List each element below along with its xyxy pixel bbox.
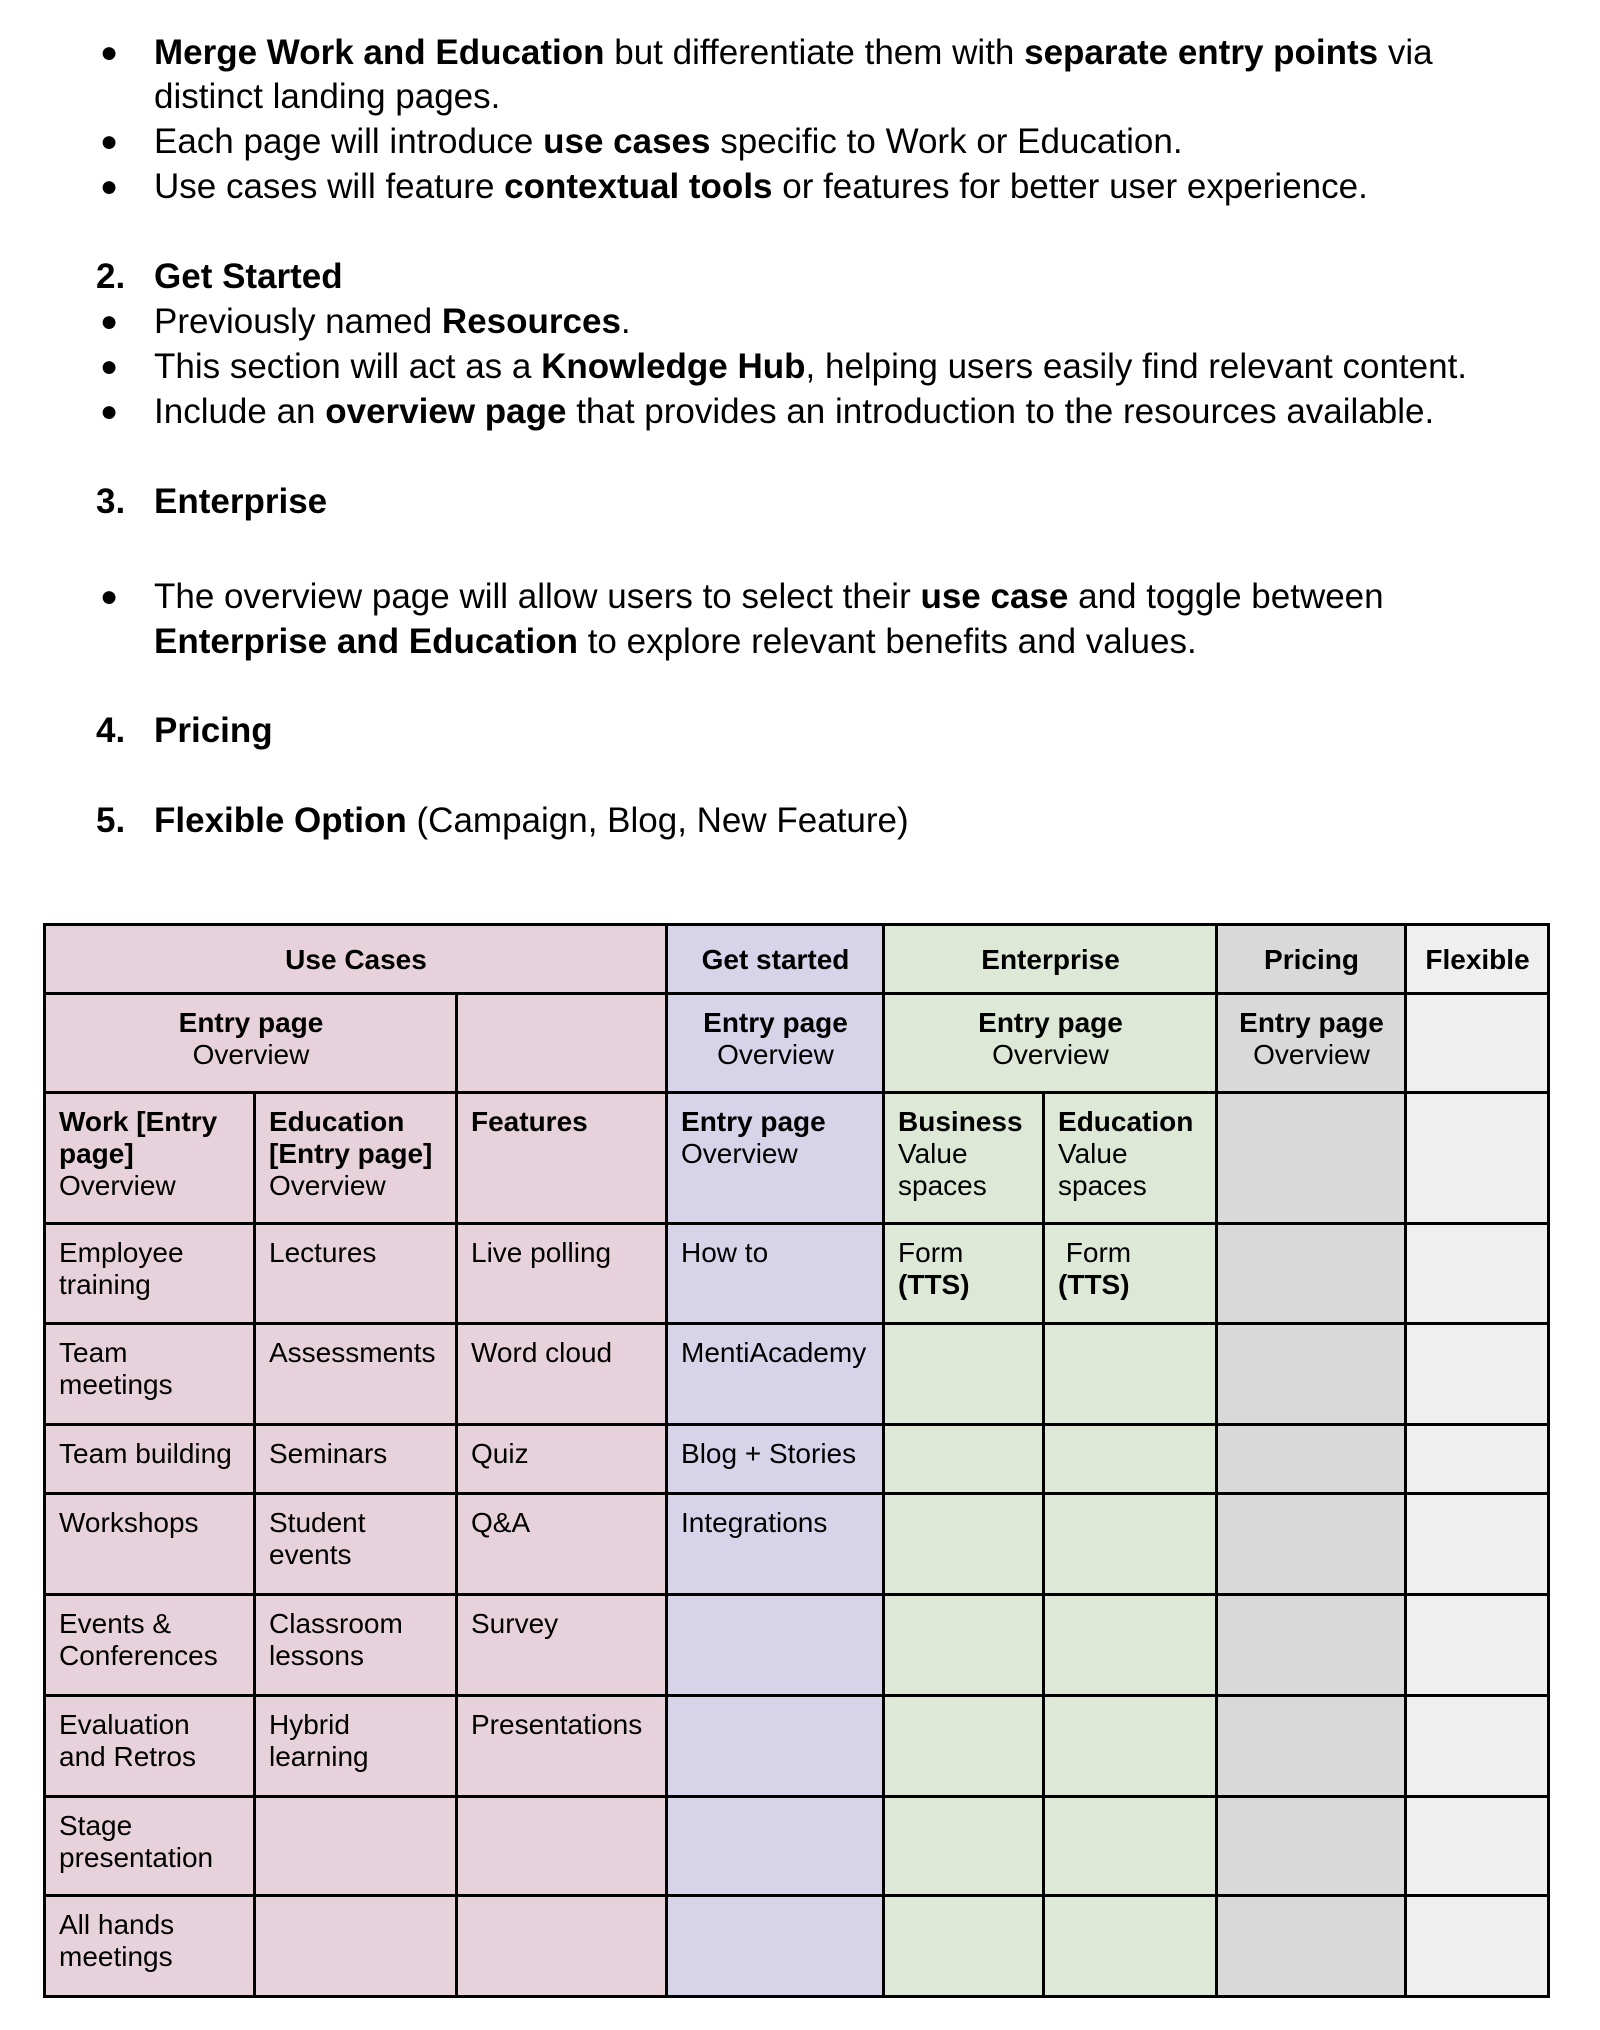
table-row xyxy=(45,1696,1549,1797)
entry-pricing: Entry page Overview xyxy=(1217,994,1406,1093)
cell-business xyxy=(884,1425,1044,1494)
cell-get-started xyxy=(667,1324,884,1425)
cell-feature xyxy=(457,1696,667,1797)
subheader-get-started: Entry page Overview xyxy=(667,1093,884,1224)
cell-feature-text: Survey xyxy=(471,1608,559,1639)
table-row xyxy=(45,1425,1549,1494)
table-subheader-row xyxy=(45,1093,1549,1224)
cell-business xyxy=(884,1696,1044,1797)
intro-bullet-3 xyxy=(154,165,1368,209)
entry-use-cases: Entry page Overview xyxy=(45,994,457,1093)
cell-work-text: Team meetings xyxy=(59,1337,173,1400)
text-run: via xyxy=(1378,33,1433,72)
flexible-title-bold: Flexible Option xyxy=(154,801,407,840)
bold-text-run: Resources xyxy=(441,302,621,341)
header-flexible: Flexible xyxy=(1406,925,1549,994)
cell-work xyxy=(45,1797,255,1896)
cell-education-value xyxy=(1044,1896,1217,1997)
cell-pricing xyxy=(1217,1896,1406,1997)
cell-business xyxy=(884,1494,1044,1595)
bold-text-run: Merge Work and Education xyxy=(154,33,605,72)
section-title-enterprise: Enterprise xyxy=(154,482,328,521)
cell-education-value-bold-text: (TTS) xyxy=(1058,1269,1130,1300)
text-run: , helping users easily find relevant content. xyxy=(805,347,1468,386)
bold-text-run: use case xyxy=(920,577,1069,616)
cell-flexible xyxy=(1406,1224,1549,1324)
table-row xyxy=(45,1224,1549,1324)
cell-education-text: Assessments xyxy=(269,1337,436,1368)
header-use-cases: Use Cases xyxy=(45,925,667,994)
header-pricing: Pricing xyxy=(1217,925,1406,994)
header-get-started: Get started xyxy=(667,925,884,994)
cell-education-value xyxy=(1044,1224,1217,1324)
entry-enterprise: Entry page Overview xyxy=(884,994,1217,1093)
cell-pricing xyxy=(1217,1494,1406,1595)
text-run: Use cases will feature xyxy=(154,167,505,206)
text-run: . xyxy=(620,302,631,341)
entry-flexible-empty xyxy=(1406,994,1549,1093)
subheader-work: Work [Entry page] Overview xyxy=(45,1093,255,1224)
cell-flexible xyxy=(1406,1425,1549,1494)
header-enterprise: Enterprise xyxy=(884,925,1217,994)
subheader-features: Features xyxy=(457,1093,667,1224)
cell-business-bold-text: (TTS) xyxy=(898,1269,970,1300)
intro-bullet-1-continued xyxy=(154,75,500,119)
cell-education-value xyxy=(1044,1595,1217,1696)
text-run: Each page will introduce xyxy=(154,122,544,161)
table-row xyxy=(45,1797,1549,1896)
cell-education-value xyxy=(1044,1696,1217,1797)
cell-pricing xyxy=(1217,1224,1406,1324)
cell-feature xyxy=(457,1896,667,1997)
table-row xyxy=(45,1324,1549,1425)
cell-feature-text: Quiz xyxy=(471,1438,529,1469)
text-run: specific to Work or Education. xyxy=(710,122,1183,161)
sitemap-table xyxy=(43,923,1550,1998)
bullet-glyph: ● xyxy=(100,36,119,69)
bullet-glyph: ● xyxy=(100,170,119,203)
subheader-pricing-empty xyxy=(1217,1093,1406,1224)
text-run: that provides an introduction to the resources available. xyxy=(566,392,1435,431)
text-run: distinct landing pages. xyxy=(154,77,501,116)
bullet-glyph: ● xyxy=(100,125,119,158)
cell-flexible xyxy=(1406,1896,1549,1997)
section-number-get-started: 2. xyxy=(96,257,126,296)
cell-flexible xyxy=(1406,1595,1549,1696)
cell-get-started-text: MentiAcademy xyxy=(681,1337,867,1368)
cell-education xyxy=(255,1896,457,1997)
text-run: and toggle between xyxy=(1068,577,1384,616)
intro-bullet-1 xyxy=(154,31,1433,75)
bold-text-run: overview page xyxy=(325,392,567,431)
cell-get-started xyxy=(667,1595,884,1696)
cell-education-value xyxy=(1044,1324,1217,1425)
cell-business xyxy=(884,1324,1044,1425)
cell-get-started-text: Integrations xyxy=(681,1507,828,1538)
cell-flexible xyxy=(1406,1696,1549,1797)
cell-business xyxy=(884,1797,1044,1896)
subheader-flexible-empty xyxy=(1406,1093,1549,1224)
cell-business xyxy=(884,1224,1044,1324)
cell-work-text: Team building xyxy=(59,1438,232,1469)
bullet-glyph: ● xyxy=(100,580,119,613)
cell-work-text: Evaluation and Retros xyxy=(59,1709,198,1772)
cell-work xyxy=(45,1896,255,1997)
cell-work-text: Workshops xyxy=(59,1507,199,1538)
cell-get-started xyxy=(667,1494,884,1595)
section-number-enterprise: 3. xyxy=(96,482,126,521)
section-number-flexible: 5. xyxy=(96,801,126,840)
cell-get-started xyxy=(667,1797,884,1896)
entry-use-cases-empty xyxy=(457,994,667,1093)
cell-pricing xyxy=(1217,1797,1406,1896)
text-run: to explore relevant benefits and values. xyxy=(577,622,1197,661)
table-header-row xyxy=(45,925,1549,994)
table-row xyxy=(45,1595,1549,1696)
bold-text-run: Enterprise and Education xyxy=(154,622,578,661)
cell-education xyxy=(255,1494,457,1595)
cell-work-text: Stage presentation xyxy=(59,1810,214,1873)
cell-flexible xyxy=(1406,1494,1549,1595)
cell-feature xyxy=(457,1425,667,1494)
enterprise-bullet-line-2 xyxy=(154,620,1197,664)
cell-work-text: All hands meetings xyxy=(59,1909,182,1972)
enterprise-bullet-line-1 xyxy=(154,575,1384,619)
cell-work-text: Events & Conferences xyxy=(59,1608,218,1671)
cell-feature-text: Presentations xyxy=(471,1709,643,1740)
cell-feature-text: Q&A xyxy=(471,1507,531,1538)
cell-work xyxy=(45,1494,255,1595)
cell-flexible xyxy=(1406,1797,1549,1896)
cell-feature xyxy=(457,1224,667,1324)
cell-pricing xyxy=(1217,1595,1406,1696)
get-started-bullet-1 xyxy=(154,300,631,344)
text-run: The overview page will allow users to select their xyxy=(154,577,921,616)
cell-feature-text: Live polling xyxy=(471,1237,612,1268)
cell-work xyxy=(45,1324,255,1425)
section-title-get-started: Get Started xyxy=(154,257,343,296)
cell-pricing xyxy=(1217,1696,1406,1797)
cell-education xyxy=(255,1224,457,1324)
cell-get-started-text: How to xyxy=(681,1237,769,1268)
cell-education xyxy=(255,1696,457,1797)
cell-education-value xyxy=(1044,1425,1217,1494)
cell-education-value xyxy=(1044,1797,1217,1896)
intro-bullet-2 xyxy=(154,120,1183,164)
cell-business-text: Form xyxy=(898,1237,964,1268)
text-run: Include an xyxy=(154,392,326,431)
text-run: Previously named xyxy=(154,302,442,341)
cell-pricing xyxy=(1217,1425,1406,1494)
cell-business xyxy=(884,1595,1044,1696)
cell-work xyxy=(45,1425,255,1494)
text-run: but differentiate them with xyxy=(604,33,1025,72)
cell-get-started xyxy=(667,1224,884,1324)
cell-education-text: Classroom lessons xyxy=(269,1608,411,1671)
subheader-business: Business Value spaces xyxy=(884,1093,1044,1224)
cell-education-value-text: Form xyxy=(1058,1237,1132,1268)
bullet-glyph: ● xyxy=(100,395,119,428)
bold-text-run: use cases xyxy=(543,122,711,161)
cell-education-text: Seminars xyxy=(269,1438,388,1469)
cell-feature xyxy=(457,1797,667,1896)
section-number-pricing: 4. xyxy=(96,711,126,750)
cell-feature xyxy=(457,1324,667,1425)
cell-feature xyxy=(457,1595,667,1696)
cell-education xyxy=(255,1595,457,1696)
cell-work-text: Employee training xyxy=(59,1237,192,1300)
cell-get-started-text: Blog + Stories xyxy=(681,1438,857,1469)
section-title-flexible xyxy=(154,799,909,843)
cell-work xyxy=(45,1224,255,1324)
cell-education xyxy=(255,1425,457,1494)
bold-text-run: separate entry points xyxy=(1024,33,1379,72)
cell-education-text: Hybrid learning xyxy=(269,1709,369,1772)
flexible-title-suffix: (Campaign, Blog, New Feature) xyxy=(406,801,909,840)
cell-work xyxy=(45,1696,255,1797)
cell-get-started xyxy=(667,1696,884,1797)
cell-education-text: Student events xyxy=(269,1507,374,1570)
bullet-glyph: ● xyxy=(100,305,119,338)
subheader-education-value: Education Value spaces xyxy=(1044,1093,1217,1224)
entry-get-started: Entry page Overview xyxy=(667,994,884,1093)
get-started-bullet-2 xyxy=(154,345,1467,389)
bullet-glyph: ● xyxy=(100,350,119,383)
subheader-education: Education [Entry page] Overview xyxy=(255,1093,457,1224)
text-run: This section will act as a xyxy=(154,347,542,386)
text-run: or features for better user experience. xyxy=(772,167,1368,206)
cell-education xyxy=(255,1324,457,1425)
cell-business xyxy=(884,1896,1044,1997)
cell-pricing xyxy=(1217,1324,1406,1425)
cell-education-value xyxy=(1044,1494,1217,1595)
bold-text-run: Knowledge Hub xyxy=(541,347,806,386)
cell-education xyxy=(255,1797,457,1896)
cell-flexible xyxy=(1406,1324,1549,1425)
cell-get-started xyxy=(667,1896,884,1997)
cell-feature-text: Word cloud xyxy=(471,1337,613,1368)
bold-text-run: contextual tools xyxy=(504,167,773,206)
table-row xyxy=(45,1896,1549,1997)
table-entry-row xyxy=(45,994,1549,1093)
get-started-bullet-3 xyxy=(154,390,1434,434)
cell-get-started xyxy=(667,1425,884,1494)
section-title-pricing: Pricing xyxy=(154,711,273,750)
cell-work xyxy=(45,1595,255,1696)
cell-education-text: Lectures xyxy=(269,1237,377,1268)
table-row xyxy=(45,1494,1549,1595)
cell-feature xyxy=(457,1494,667,1595)
